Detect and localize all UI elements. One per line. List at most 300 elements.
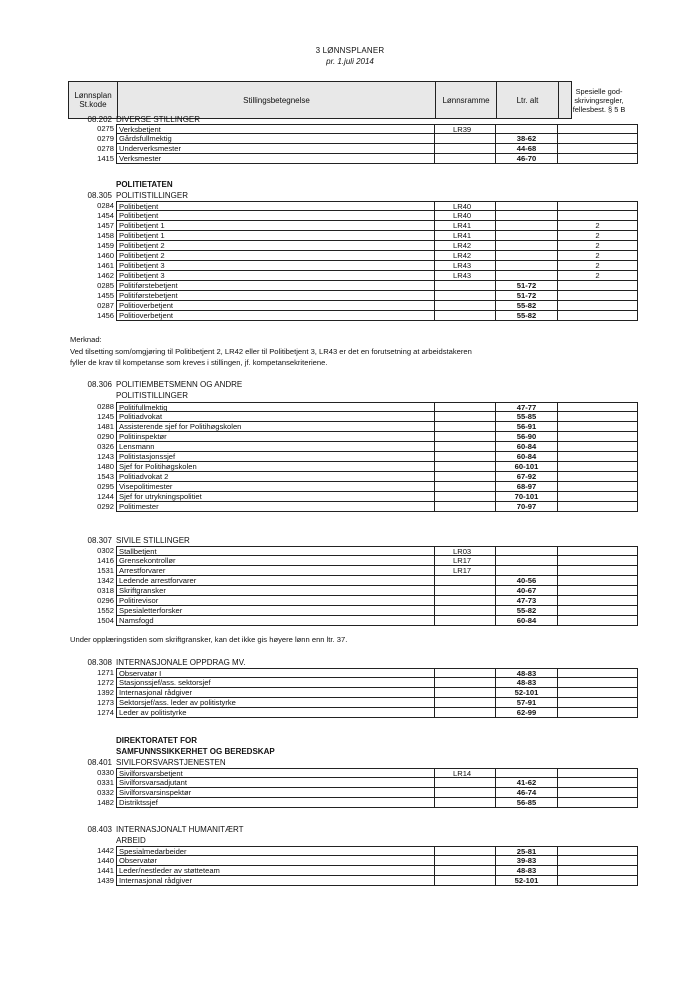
salary-frame (435, 442, 496, 452)
position-code: 0330 (97, 768, 114, 777)
position-code: 1440 (97, 856, 114, 865)
salary-frame (435, 698, 496, 708)
table-row (68, 211, 570, 221)
salary-range: 46-70 (496, 154, 558, 164)
position-title: Ledende arrestforvarer (116, 576, 435, 586)
salary-frame (435, 846, 496, 856)
position-title: Spesialmedarbeider (116, 846, 435, 856)
position-code: 0288 (97, 402, 114, 411)
position-code: 1543 (97, 472, 114, 481)
salary-range: 68-97 (496, 482, 558, 492)
salary-frame (435, 502, 496, 512)
position-code: 0285 (97, 281, 114, 290)
salary-range: 60-84 (496, 616, 558, 626)
section-name: DIVERSE STILLINGER (116, 115, 201, 124)
salary-frame: LR41 (435, 221, 496, 231)
position-title: Spesialetterforsker (116, 606, 435, 616)
document-title: 3 LØNNSPLANER (315, 46, 385, 55)
special-rules (558, 688, 638, 698)
special-rules (558, 211, 638, 221)
position-code: 0279 (97, 134, 114, 143)
position-table (68, 846, 570, 886)
salary-frame: LR40 (435, 201, 496, 211)
table-row (68, 281, 570, 291)
table-row (68, 432, 570, 442)
section-name-2: POLITISTILLINGER (116, 391, 189, 400)
position-table (68, 768, 570, 808)
salary-range: 25-81 (496, 846, 558, 856)
table-row (68, 134, 570, 144)
position-title: Politifullmektig (116, 402, 435, 412)
salary-frame (435, 866, 496, 876)
table-row (68, 261, 600, 271)
salary-range: 51-72 (496, 281, 558, 291)
position-title: Distriktssjef (116, 798, 435, 808)
directorate-heading: POLITIETATEN (116, 180, 173, 189)
special-rules: 2 (558, 221, 638, 231)
salary-range: 39-83 (496, 856, 558, 866)
position-title: Politibetjent 1 (116, 231, 435, 241)
salary-range: 46-74 (496, 788, 558, 798)
salary-frame: LR41 (435, 231, 496, 241)
salary-frame (435, 472, 496, 482)
position-title: Politistasjonssjef (116, 452, 435, 462)
position-title: Politiførstebetjent (116, 291, 435, 301)
special-rules (558, 154, 638, 164)
table-row (68, 221, 600, 231)
special-rules: 2 (558, 231, 638, 241)
special-rules (558, 698, 638, 708)
salary-range: 40-56 (496, 576, 558, 586)
salary-range: 52-101 (496, 876, 558, 886)
position-title: Grensekontrollør (116, 556, 435, 566)
salary-range: 55-82 (496, 606, 558, 616)
position-code: 1457 (97, 221, 114, 230)
col-frame: Lønnsramme (436, 82, 497, 118)
position-title: Leder av politistyrke (116, 708, 435, 718)
table-row (68, 241, 600, 251)
col-alt: Ltr. alt (497, 82, 559, 118)
section-name: SIVILFORSVARSTJENESTEN (116, 758, 226, 767)
position-title: Stallbetjent (116, 546, 435, 556)
salary-frame: LR42 (435, 251, 496, 261)
special-rules (558, 768, 638, 778)
position-title: Internasjonal rådgiver (116, 688, 435, 698)
position-code: 1456 (97, 311, 114, 320)
salary-frame (435, 311, 496, 321)
table-row (68, 668, 570, 678)
position-code: 1462 (97, 271, 114, 280)
position-title: Visepolitimester (116, 482, 435, 492)
special-rules (558, 798, 638, 808)
position-title: Sivilforsvarsadjutant (116, 778, 435, 788)
special-rules (558, 402, 638, 412)
section-number: 08.403 (87, 825, 112, 834)
special-rules (558, 482, 638, 492)
position-code: 0290 (97, 432, 114, 441)
salary-frame (435, 482, 496, 492)
table-row (68, 576, 570, 586)
position-code: 0332 (97, 788, 114, 797)
salary-frame: LR03 (435, 546, 496, 556)
table-row (68, 688, 570, 698)
position-table (68, 668, 570, 718)
table-row (68, 291, 570, 301)
salary-frame (435, 134, 496, 144)
position-title: Politibetjent 2 (116, 241, 435, 251)
salary-frame (435, 778, 496, 788)
special-rules (558, 311, 638, 321)
position-title: Sivilforsvarsinspektør (116, 788, 435, 798)
salary-range (496, 251, 558, 261)
table-row (68, 876, 570, 886)
special-rules (558, 502, 638, 512)
salary-frame: LR14 (435, 768, 496, 778)
special-rules (558, 668, 638, 678)
position-table (68, 201, 600, 321)
special-rules (558, 876, 638, 886)
position-title: Stasjonssjef/ass. sektorsjef (116, 678, 435, 688)
position-code: 1342 (97, 576, 114, 585)
position-title: Lensmann (116, 442, 435, 452)
salary-range: 51-72 (496, 291, 558, 301)
salary-frame (435, 678, 496, 688)
salary-range: 55-82 (496, 311, 558, 321)
table-row (68, 412, 570, 422)
section-number: 08.202 (87, 115, 112, 124)
position-code: 1439 (97, 876, 114, 885)
position-code: 0302 (97, 546, 114, 555)
table-row (68, 596, 570, 606)
salary-range: 56-90 (496, 432, 558, 442)
special-rules (558, 596, 638, 606)
position-title: Observatør (116, 856, 435, 866)
position-title: Politiadvokat 2 (116, 472, 435, 482)
table-row (68, 301, 570, 311)
special-rules (558, 452, 638, 462)
position-code: 0296 (97, 596, 114, 605)
table-row (68, 798, 570, 808)
position-code: 1243 (97, 452, 114, 461)
salary-range: 70-97 (496, 502, 558, 512)
position-code: 1454 (97, 211, 114, 220)
table-row (68, 708, 570, 718)
special-rules (558, 412, 638, 422)
position-title: Assisterende sjef for Politihøgskolen (116, 422, 435, 432)
special-rules (558, 856, 638, 866)
salary-range: 55-85 (496, 412, 558, 422)
position-title: Namsfogd (116, 616, 435, 626)
special-rules: 2 (558, 261, 638, 271)
position-code: 1460 (97, 251, 114, 260)
position-title: Sjef for Politihøgskolen (116, 462, 435, 472)
position-title: Verksmester (116, 154, 435, 164)
table-row (68, 422, 570, 432)
position-title: Sjef for utrykningspolitiet (116, 492, 435, 502)
table-row (68, 698, 570, 708)
position-code: 0278 (97, 144, 114, 153)
special-rules (558, 606, 638, 616)
table-row (68, 606, 570, 616)
salary-frame (435, 144, 496, 154)
special-rules (558, 134, 638, 144)
section-number: 08.401 (87, 758, 112, 767)
salary-frame (435, 876, 496, 886)
salary-frame (435, 708, 496, 718)
position-table (68, 546, 570, 626)
table-row (68, 402, 570, 412)
salary-frame (435, 688, 496, 698)
salary-frame (435, 788, 496, 798)
special-rules: 2 (558, 271, 638, 281)
position-title: Politibetjent 3 (116, 261, 435, 271)
salary-range: 38-62 (496, 134, 558, 144)
position-code: 1416 (97, 556, 114, 565)
table-row (68, 231, 600, 241)
position-code: 1458 (97, 231, 114, 240)
position-title: Politibetjent 2 (116, 251, 435, 261)
position-title: Politimester (116, 502, 435, 512)
special-rules: 2 (558, 241, 638, 251)
special-rules (558, 708, 638, 718)
table-row (68, 778, 570, 788)
salary-range: 41-62 (496, 778, 558, 788)
special-rules (558, 422, 638, 432)
special-rules (558, 432, 638, 442)
col-title: Stillingsbetegnelse (118, 82, 436, 118)
salary-frame (435, 856, 496, 866)
section-number: 08.306 (87, 380, 112, 389)
col-plan: Lønnsplan St.kode (69, 82, 118, 118)
salary-range: 52-101 (496, 688, 558, 698)
salary-range (496, 566, 558, 576)
table-row (68, 442, 570, 452)
salary-range (496, 271, 558, 281)
document-date: pr. 1.juli 2014 (326, 57, 374, 66)
salary-frame (435, 606, 496, 616)
position-title: Politibetjent (116, 211, 435, 221)
salary-frame (435, 586, 496, 596)
table-row (68, 556, 570, 566)
position-code: 1482 (97, 798, 114, 807)
salary-frame (435, 576, 496, 586)
salary-frame: LR43 (435, 271, 496, 281)
salary-range: 67-92 (496, 472, 558, 482)
position-code: 1273 (97, 698, 114, 707)
table-row (68, 566, 570, 576)
position-title: Gårdsfullmektig (116, 134, 435, 144)
position-code: 1271 (97, 668, 114, 677)
col-spec: Spesielle god- skrivingsregler, fellesbest. § 5 B (572, 86, 626, 114)
directorate-heading-2: SAMFUNNSSIKKERHET OG BEREDSKAP (116, 747, 275, 756)
position-code: 0275 (97, 124, 114, 133)
salary-range: 47-73 (496, 596, 558, 606)
salary-range (496, 241, 558, 251)
position-code: 0326 (97, 442, 114, 451)
salary-frame (435, 154, 496, 164)
position-code: 1461 (97, 261, 114, 270)
table-row (68, 472, 570, 482)
salary-frame (435, 412, 496, 422)
salary-range: 48-83 (496, 668, 558, 678)
note-text: Ved tilsetting som/omgjøring til Politibetjent 2, LR42 eller til Politibetjent 3, LR43 er det en forutsetning at arbeidstakeren (70, 347, 472, 356)
position-title: Politibetjent (116, 201, 435, 211)
salary-frame: LR39 (435, 124, 496, 134)
table-row (68, 144, 570, 154)
salary-range (496, 231, 558, 241)
special-rules (558, 291, 638, 301)
salary-range: 48-83 (496, 866, 558, 876)
salary-frame (435, 432, 496, 442)
salary-frame: LR17 (435, 556, 496, 566)
salary-range (496, 201, 558, 211)
special-rules (558, 678, 638, 688)
special-rules (558, 201, 638, 211)
table-row (68, 154, 570, 164)
salary-frame (435, 452, 496, 462)
table-row (68, 788, 570, 798)
table-row (68, 492, 570, 502)
salary-range: 56-85 (496, 798, 558, 808)
special-rules (558, 492, 638, 502)
section-name: INTERNASJONALE OPPDRAG MV. (116, 658, 246, 667)
special-rules (558, 144, 638, 154)
position-code: 1455 (97, 291, 114, 300)
salary-range: 48-83 (496, 678, 558, 688)
salary-frame (435, 291, 496, 301)
salary-range (496, 546, 558, 556)
position-title: Politioverbetjent (116, 311, 435, 321)
salary-frame (435, 492, 496, 502)
position-code: 1274 (97, 708, 114, 717)
directorate-heading: DIREKTORATET FOR (116, 736, 198, 745)
salary-range (496, 768, 558, 778)
position-code: 0292 (97, 502, 114, 511)
table-row (68, 866, 570, 876)
table-row (68, 768, 570, 778)
section-name: POLITISTILLINGER (116, 191, 189, 200)
salary-frame (435, 616, 496, 626)
table-row (68, 678, 570, 688)
special-rules (558, 301, 638, 311)
position-code: 1480 (97, 462, 114, 471)
table-row (68, 462, 570, 472)
table-row (68, 502, 570, 512)
special-rules (558, 462, 638, 472)
position-code: 0318 (97, 586, 114, 595)
position-table (68, 124, 570, 164)
special-rules (558, 566, 638, 576)
section-number: 08.308 (87, 658, 112, 667)
table-row (68, 124, 570, 134)
position-title: Politiførstebetjent (116, 281, 435, 291)
position-code: 0295 (97, 482, 114, 491)
salary-range (496, 556, 558, 566)
position-code: 1552 (97, 606, 114, 615)
table-row (68, 271, 600, 281)
position-code: 1442 (97, 846, 114, 855)
section-number: 08.307 (87, 536, 112, 545)
salary-frame (435, 798, 496, 808)
position-title: Underverksmester (116, 144, 435, 154)
section-name: INTERNASJONALT HUMANITÆRT (116, 825, 244, 834)
note-label: Merknad: (70, 335, 102, 344)
special-rules (558, 788, 638, 798)
position-title: Politiadvokat (116, 412, 435, 422)
special-rules (558, 556, 638, 566)
salary-range (496, 261, 558, 271)
position-code: 0331 (97, 778, 114, 787)
position-title: Sektorsjef/ass. leder av politistyrke (116, 698, 435, 708)
table-row (68, 846, 570, 856)
position-title: Politibetjent 3 (116, 271, 435, 281)
special-rules (558, 546, 638, 556)
section-name: SIVILE STILLINGER (116, 536, 190, 545)
position-code: 1272 (97, 678, 114, 687)
special-rules (558, 442, 638, 452)
special-rules (558, 846, 638, 856)
salary-frame (435, 281, 496, 291)
special-rules: 2 (558, 251, 638, 261)
salary-frame: LR42 (435, 241, 496, 251)
special-rules (558, 616, 638, 626)
position-code: 1531 (97, 566, 114, 575)
position-code: 1504 (97, 616, 114, 625)
special-rules (558, 576, 638, 586)
table-row (68, 311, 570, 321)
salary-frame (435, 402, 496, 412)
position-code: 1459 (97, 241, 114, 250)
position-title: Politiinspektør (116, 432, 435, 442)
position-code: 1392 (97, 688, 114, 697)
salary-range (496, 221, 558, 231)
salary-range (496, 211, 558, 221)
position-code: 1245 (97, 412, 114, 421)
salary-frame (435, 301, 496, 311)
salary-range: 60-84 (496, 452, 558, 462)
special-rules (558, 778, 638, 788)
position-code: 1441 (97, 866, 114, 875)
special-rules (558, 586, 638, 596)
table-row (68, 586, 570, 596)
salary-range: 60-84 (496, 442, 558, 452)
position-title: Arrestforvarer (116, 566, 435, 576)
special-rules (558, 281, 638, 291)
salary-frame (435, 422, 496, 432)
salary-frame (435, 462, 496, 472)
salary-frame: LR43 (435, 261, 496, 271)
table-row (68, 482, 570, 492)
note-text: fyller de krav til kompetanse som kreves i stillingen, jf. kompetansekriteriene. (70, 358, 328, 367)
salary-range: 57-91 (496, 698, 558, 708)
position-code: 0287 (97, 301, 114, 310)
special-rules (558, 124, 638, 134)
position-code: 1415 (97, 154, 114, 163)
section-name-2: ARBEID (116, 836, 146, 845)
salary-range (496, 124, 558, 134)
salary-range: 70-101 (496, 492, 558, 502)
position-title: Politirevisor (116, 596, 435, 606)
salary-frame (435, 596, 496, 606)
position-title: Politioverbetjent (116, 301, 435, 311)
table-row (68, 452, 570, 462)
position-title: Verksbetjent (116, 124, 435, 134)
salary-range: 40-67 (496, 586, 558, 596)
salary-frame: LR17 (435, 566, 496, 576)
table-row (68, 201, 570, 211)
salary-range: 56-91 (496, 422, 558, 432)
salary-frame: LR40 (435, 211, 496, 221)
